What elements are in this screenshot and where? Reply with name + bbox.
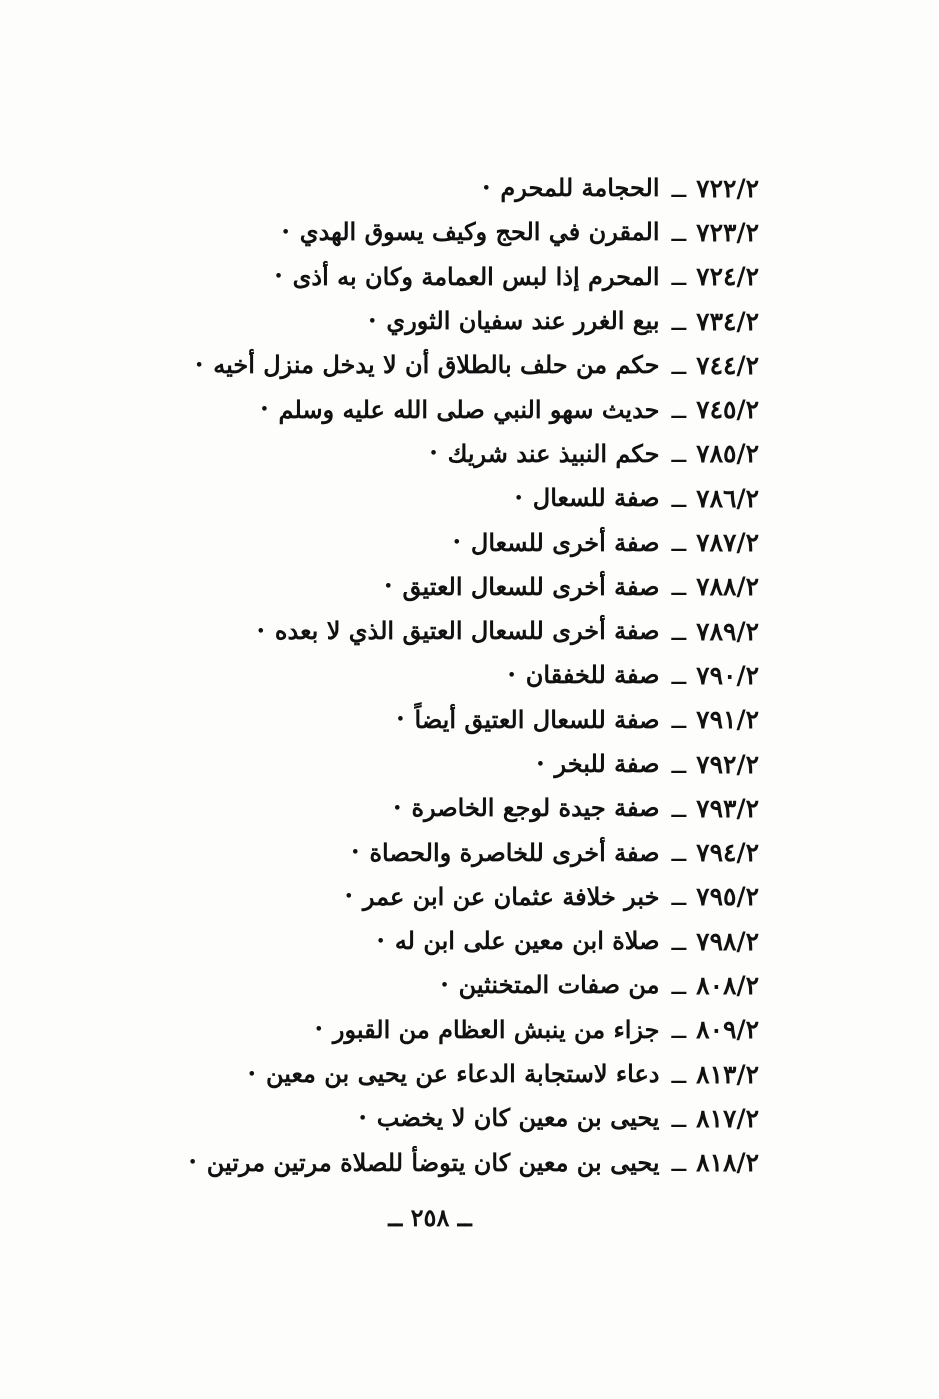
entry-title: صلاة ابن معين على ابن له [394,926,660,956]
bullet-icon: • [256,623,265,639]
bullet-icon: • [440,977,449,993]
entry-dash: ــ [671,1148,687,1178]
entry-reference: ٧٤٥/٢ [696,395,759,425]
bullet-icon: • [376,933,385,949]
entry-title: خبر خلافة عثمان عن ابن عمر [362,881,660,911]
index-entry [199,476,759,520]
index-entry [199,299,759,343]
entry-title: صفة للسعال [532,483,660,513]
index-entry [199,520,759,564]
bullet-icon: • [514,490,523,506]
index-entry [199,432,759,476]
entry-reference: ٧٩٣/٢ [696,793,759,823]
entry-reference: ٧٤٤/٢ [696,350,759,380]
index-entry [199,166,759,210]
entry-title: بيع الغرر عند سفيان الثوري [386,306,660,336]
entry-title: حكم من حلف بالطلاق أن لا يدخل منزل أخيه [213,350,660,380]
entry-reference: ٨٠٨/٢ [696,970,759,1000]
page-number: ــ ٢٥٨ ــ [388,1203,472,1232]
entry-reference: ٧٨٧/٢ [696,528,759,558]
bullet-icon: • [384,579,393,595]
entry-reference: ٧٩١/٢ [696,705,759,735]
index-entry [199,1096,759,1140]
index-entry [199,742,759,786]
index-entry [194,343,759,387]
bullet-icon: • [344,889,353,905]
bullet-icon: • [429,446,438,462]
bullet-icon: • [368,313,377,329]
index-entry [199,1008,759,1052]
index-list [188,166,759,1185]
entry-dash: ــ [671,838,687,868]
bullet-icon: • [281,224,290,240]
bullet-icon: • [536,756,545,772]
entry-title: صفة أخرى للسعال العتيق الذي لا بعده [274,616,660,646]
entry-dash: ــ [671,793,687,823]
entry-reference: ٧٩٥/٢ [696,882,759,912]
entry-dash: ــ [671,262,687,292]
entry-dash: ــ [671,1103,687,1133]
entry-reference: ٧٨٥/٢ [696,439,759,469]
entry-dash: ــ [671,616,687,646]
entry-dash: ــ [671,306,687,336]
bullet-icon: • [452,535,461,551]
bullet-icon: • [351,845,360,861]
bullet-icon: • [247,1066,256,1082]
bullet-icon: • [396,712,405,728]
index-entry [188,1141,759,1185]
entry-dash: ــ [671,926,687,956]
entry-dash: ــ [671,1059,687,1089]
entry-title: صفة أخرى للسعال العتيق [402,571,660,601]
entry-title: المقرن في الحج وكيف يسوق الهدي [299,217,660,247]
index-entry [199,698,759,742]
index-entry [199,255,759,299]
entry-dash: ــ [671,217,687,247]
entry-title: حديث سهو النبي صلى الله عليه وسلم [278,394,660,424]
bullet-icon: • [260,402,269,418]
bullet-icon: • [358,1110,367,1126]
index-entry [199,653,759,697]
bullet-icon: • [314,1022,323,1038]
entry-title: المحرم إذا لبس العمامة وكان به أذى [292,261,660,291]
entry-reference: ٧٩٠/٢ [696,660,759,690]
entry-dash: ــ [671,970,687,1000]
entry-reference: ٧٨٩/٢ [696,616,759,646]
entry-title: صفة أخرى للخاصرة والحصاة [369,837,660,867]
entry-reference: ٧٢٣/٢ [696,217,759,247]
entry-reference: ٧٩٤/٢ [696,838,759,868]
entry-reference: ٧٢٢/٢ [696,173,759,203]
index-entry [199,387,759,431]
entry-title: صفة للبخر [554,749,660,778]
entry-reference: ٧٣٤/٢ [696,306,759,336]
index-entry [199,210,759,254]
bullet-icon: • [274,269,283,285]
index-entry [199,565,759,609]
entry-reference: ٧٩٨/٢ [696,926,759,956]
bullet-icon: • [482,180,491,196]
entry-dash: ــ [671,882,687,912]
index-entry [199,1052,759,1096]
entry-reference: ٨١٧/٢ [696,1103,759,1133]
index-entry [199,963,759,1007]
entry-title: صفة للسعال العتيق أيضاً [414,704,660,734]
entry-dash: ــ [671,528,687,558]
entry-title: جزاء من ينبش العظام من القبور [332,1014,660,1044]
entry-reference: ٧٨٨/٢ [696,572,759,602]
entry-dash: ــ [671,660,687,690]
bullet-icon: • [194,357,204,373]
index-entry [199,919,759,963]
entry-reference: ٧٢٤/٢ [696,262,759,292]
entry-reference: ٨١٣/٢ [696,1059,759,1089]
entry-title: يحيى بن معين كان يتوضأ للصلاة مرتين مرتين [206,1147,660,1177]
entry-dash: ــ [671,483,687,513]
entry-dash: ــ [671,1015,687,1045]
entry-reference: ٧٨٦/٢ [696,483,759,513]
entry-title: يحيى بن معين كان لا يخضب [376,1103,660,1133]
entry-dash: ــ [671,439,687,469]
entry-reference: ٧٩٢/٢ [696,749,759,779]
entry-title: الحجامة للمحرم [500,173,660,203]
bullet-icon: • [188,1155,197,1171]
index-entry [199,609,759,653]
index-entry [199,786,759,830]
entry-title: صفة جيدة لوجع الخاصرة [411,793,660,823]
entry-reference: ٨١٨/٢ [696,1148,759,1178]
entry-title: صفة للخفقان [525,660,660,690]
entry-dash: ــ [671,173,687,203]
entry-reference: ٨٠٩/٢ [696,1015,759,1045]
entry-dash: ــ [671,395,687,425]
entry-dash: ــ [671,572,687,602]
entry-title: دعاء لاستجابة الدعاء عن يحيى بن معين [265,1059,660,1089]
index-entry [199,875,759,919]
entry-dash: ــ [671,350,687,380]
entry-dash: ــ [671,705,687,735]
entry-title: حكم النبيذ عند شريك [447,438,660,468]
index-entry [199,830,759,874]
entry-title: صفة أخرى للسعال [470,527,660,557]
entry-dash: ــ [671,749,687,779]
entry-title: من صفات المتخنثين [458,970,660,1000]
bullet-icon: • [507,667,516,683]
bullet-icon: • [393,800,402,816]
